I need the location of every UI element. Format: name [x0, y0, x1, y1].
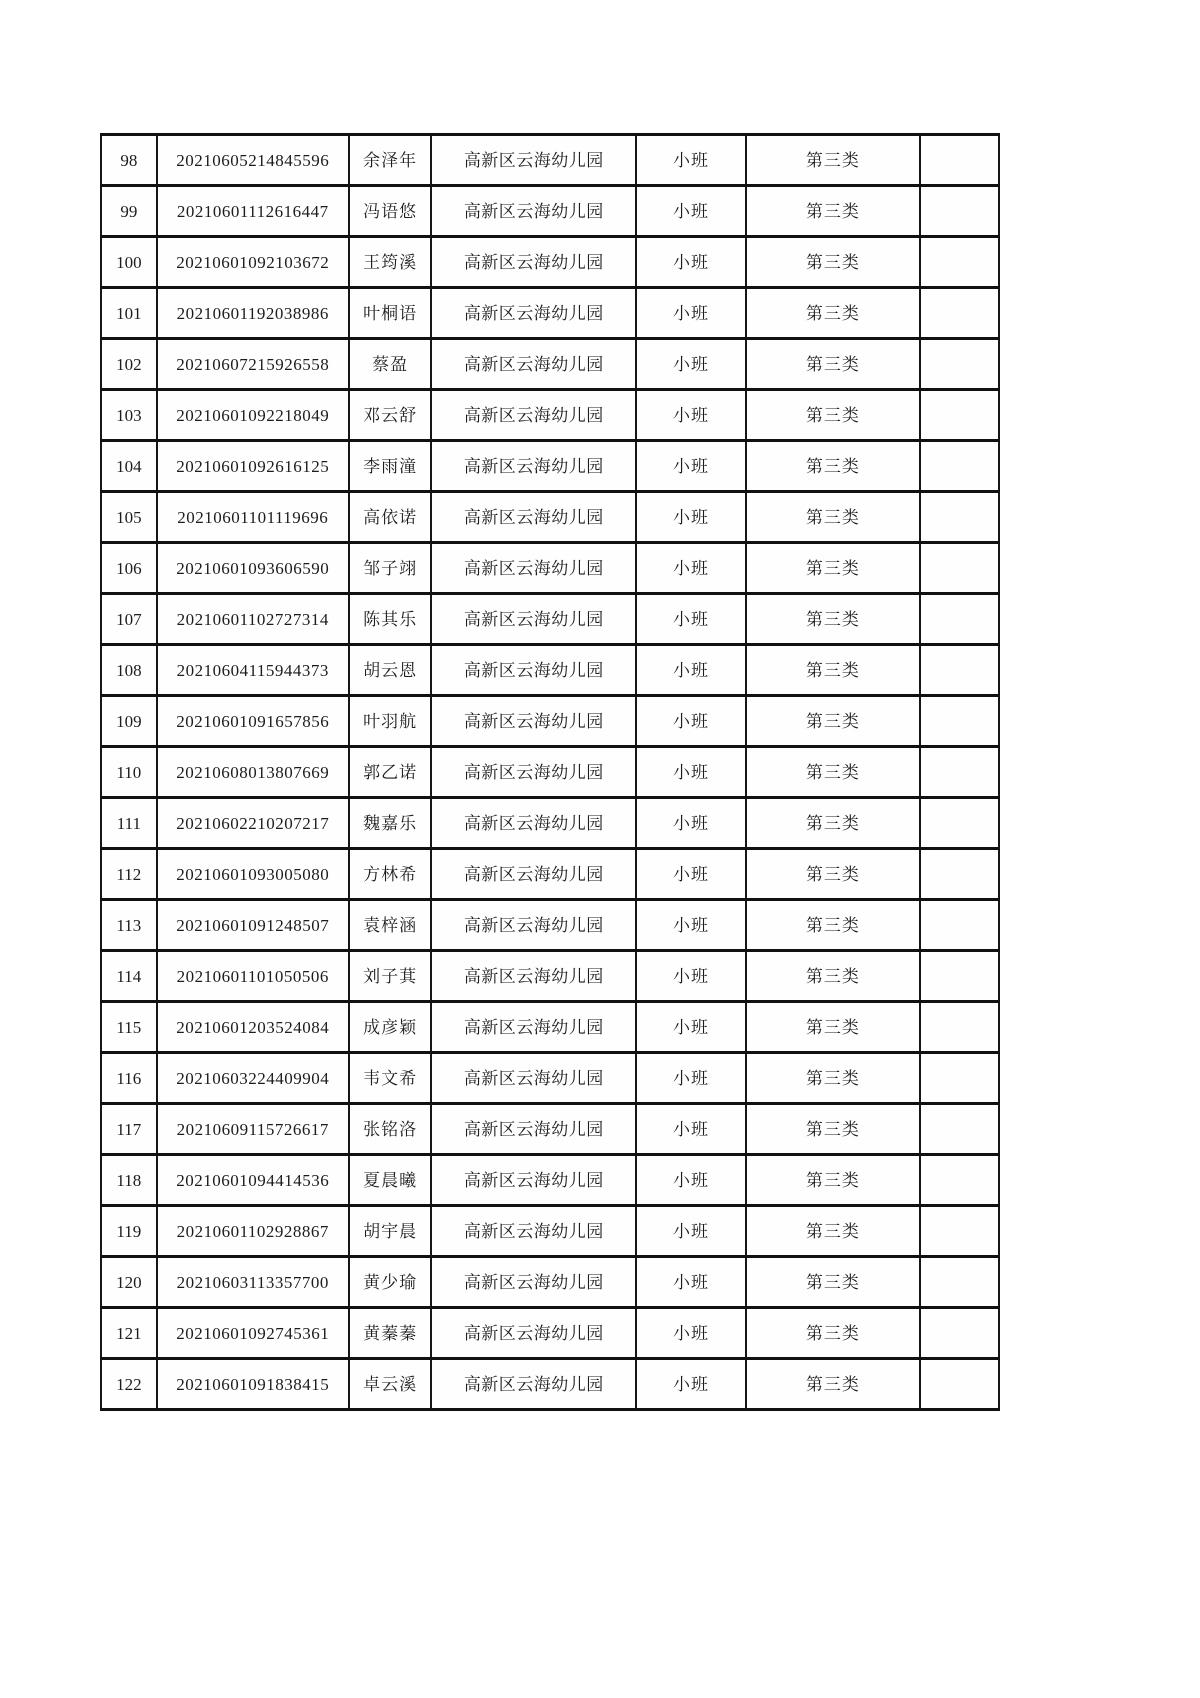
cell-class-level: 小班 [636, 849, 746, 900]
cell-kindergarten: 高新区云海幼儿园 [431, 951, 636, 1002]
cell-category: 第三类 [746, 594, 920, 645]
table-row [101, 1053, 999, 1104]
cell-note [920, 1104, 999, 1155]
cell-kindergarten: 高新区云海幼儿园 [431, 594, 636, 645]
cell-category: 第三类 [746, 1155, 920, 1206]
cell-registration-id: 20210607215926558 [157, 339, 349, 390]
cell-category: 第三类 [746, 492, 920, 543]
cell-child-name: 胡宇晨 [349, 1206, 432, 1257]
cell-kindergarten: 高新区云海幼儿园 [431, 1359, 636, 1410]
cell-class-level: 小班 [636, 441, 746, 492]
table-row [101, 1359, 999, 1410]
cell-note [920, 696, 999, 747]
cell-class-level: 小班 [636, 339, 746, 390]
cell-category: 第三类 [746, 390, 920, 441]
cell-class-level: 小班 [636, 1155, 746, 1206]
cell-row-number: 110 [101, 747, 157, 798]
cell-registration-id: 20210601192038986 [157, 288, 349, 339]
cell-row-number: 119 [101, 1206, 157, 1257]
table-body [101, 135, 999, 1410]
cell-note [920, 1257, 999, 1308]
cell-child-name: 叶羽航 [349, 696, 432, 747]
table-row [101, 849, 999, 900]
cell-category: 第三类 [746, 1104, 920, 1155]
cell-kindergarten: 高新区云海幼儿园 [431, 339, 636, 390]
cell-row-number: 102 [101, 339, 157, 390]
cell-registration-id: 20210605214845596 [157, 135, 349, 186]
cell-class-level: 小班 [636, 594, 746, 645]
cell-registration-id: 20210601112616447 [157, 186, 349, 237]
table-row [101, 237, 999, 288]
admission-roster-table [100, 133, 1000, 1411]
cell-child-name: 叶桐语 [349, 288, 432, 339]
cell-category: 第三类 [746, 951, 920, 1002]
cell-row-number: 108 [101, 645, 157, 696]
table-row [101, 543, 999, 594]
cell-registration-id: 20210601091248507 [157, 900, 349, 951]
cell-category: 第三类 [746, 696, 920, 747]
cell-kindergarten: 高新区云海幼儿园 [431, 900, 636, 951]
cell-kindergarten: 高新区云海幼儿园 [431, 1206, 636, 1257]
cell-category: 第三类 [746, 645, 920, 696]
cell-row-number: 115 [101, 1002, 157, 1053]
cell-kindergarten: 高新区云海幼儿园 [431, 390, 636, 441]
cell-note [920, 186, 999, 237]
table-row [101, 696, 999, 747]
cell-registration-id: 20210609115726617 [157, 1104, 349, 1155]
cell-registration-id: 20210601101050506 [157, 951, 349, 1002]
cell-registration-id: 20210601093005080 [157, 849, 349, 900]
cell-class-level: 小班 [636, 1053, 746, 1104]
cell-class-level: 小班 [636, 186, 746, 237]
table-row [101, 1155, 999, 1206]
table-row [101, 900, 999, 951]
table-row [101, 1308, 999, 1359]
cell-registration-id: 20210601102727314 [157, 594, 349, 645]
cell-category: 第三类 [746, 186, 920, 237]
cell-class-level: 小班 [636, 1359, 746, 1410]
cell-class-level: 小班 [636, 747, 746, 798]
cell-row-number: 101 [101, 288, 157, 339]
cell-category: 第三类 [746, 1002, 920, 1053]
cell-child-name: 黄少瑜 [349, 1257, 432, 1308]
cell-registration-id: 20210601094414536 [157, 1155, 349, 1206]
cell-child-name: 袁梓涵 [349, 900, 432, 951]
cell-category: 第三类 [746, 135, 920, 186]
cell-child-name: 成彦颖 [349, 1002, 432, 1053]
cell-category: 第三类 [746, 900, 920, 951]
cell-child-name: 方林希 [349, 849, 432, 900]
cell-row-number: 121 [101, 1308, 157, 1359]
cell-note [920, 135, 999, 186]
cell-registration-id: 20210601091838415 [157, 1359, 349, 1410]
cell-note [920, 1155, 999, 1206]
cell-note [920, 1053, 999, 1104]
cell-registration-id: 20210601092745361 [157, 1308, 349, 1359]
cell-child-name: 王筠溪 [349, 237, 432, 288]
cell-registration-id: 20210603113357700 [157, 1257, 349, 1308]
cell-child-name: 余泽年 [349, 135, 432, 186]
cell-kindergarten: 高新区云海幼儿园 [431, 237, 636, 288]
table-row [101, 747, 999, 798]
cell-class-level: 小班 [636, 1002, 746, 1053]
cell-child-name: 夏晨曦 [349, 1155, 432, 1206]
cell-kindergarten: 高新区云海幼儿园 [431, 747, 636, 798]
cell-note [920, 441, 999, 492]
cell-category: 第三类 [746, 798, 920, 849]
cell-child-name: 胡云恩 [349, 645, 432, 696]
cell-note [920, 1002, 999, 1053]
cell-row-number: 112 [101, 849, 157, 900]
cell-registration-id: 20210601091657856 [157, 696, 349, 747]
cell-registration-id: 20210603224409904 [157, 1053, 349, 1104]
cell-note [920, 645, 999, 696]
cell-row-number: 122 [101, 1359, 157, 1410]
table-row [101, 1206, 999, 1257]
table-row [101, 594, 999, 645]
cell-class-level: 小班 [636, 696, 746, 747]
cell-kindergarten: 高新区云海幼儿园 [431, 1002, 636, 1053]
cell-note [920, 594, 999, 645]
cell-child-name: 卓云溪 [349, 1359, 432, 1410]
cell-row-number: 104 [101, 441, 157, 492]
cell-kindergarten: 高新区云海幼儿园 [431, 441, 636, 492]
cell-note [920, 339, 999, 390]
cell-note [920, 1308, 999, 1359]
cell-child-name: 邓云舒 [349, 390, 432, 441]
table-row [101, 492, 999, 543]
table-row [101, 1257, 999, 1308]
cell-note [920, 390, 999, 441]
table-row [101, 645, 999, 696]
cell-kindergarten: 高新区云海幼儿园 [431, 849, 636, 900]
cell-child-name: 韦文希 [349, 1053, 432, 1104]
cell-child-name: 邹子翊 [349, 543, 432, 594]
cell-category: 第三类 [746, 1206, 920, 1257]
cell-registration-id: 20210608013807669 [157, 747, 349, 798]
cell-child-name: 郭乙诺 [349, 747, 432, 798]
cell-kindergarten: 高新区云海幼儿园 [431, 288, 636, 339]
cell-child-name: 张铭洛 [349, 1104, 432, 1155]
cell-category: 第三类 [746, 1308, 920, 1359]
cell-category: 第三类 [746, 288, 920, 339]
cell-row-number: 107 [101, 594, 157, 645]
cell-note [920, 1206, 999, 1257]
cell-child-name: 陈其乐 [349, 594, 432, 645]
cell-row-number: 109 [101, 696, 157, 747]
cell-row-number: 116 [101, 1053, 157, 1104]
cell-kindergarten: 高新区云海幼儿园 [431, 1155, 636, 1206]
cell-row-number: 98 [101, 135, 157, 186]
cell-class-level: 小班 [636, 900, 746, 951]
cell-class-level: 小班 [636, 1104, 746, 1155]
cell-child-name: 李雨潼 [349, 441, 432, 492]
cell-registration-id: 20210601101119696 [157, 492, 349, 543]
cell-class-level: 小班 [636, 1257, 746, 1308]
cell-registration-id: 20210601092616125 [157, 441, 349, 492]
cell-note [920, 747, 999, 798]
cell-kindergarten: 高新区云海幼儿园 [431, 543, 636, 594]
cell-class-level: 小班 [636, 543, 746, 594]
table-row [101, 135, 999, 186]
cell-kindergarten: 高新区云海幼儿园 [431, 798, 636, 849]
cell-class-level: 小班 [636, 645, 746, 696]
cell-kindergarten: 高新区云海幼儿园 [431, 1308, 636, 1359]
cell-class-level: 小班 [636, 135, 746, 186]
cell-kindergarten: 高新区云海幼儿园 [431, 645, 636, 696]
table-row [101, 288, 999, 339]
cell-category: 第三类 [746, 543, 920, 594]
cell-note [920, 798, 999, 849]
cell-child-name: 黄蓁蓁 [349, 1308, 432, 1359]
cell-category: 第三类 [746, 1257, 920, 1308]
cell-child-name: 冯语悠 [349, 186, 432, 237]
cell-note [920, 543, 999, 594]
cell-note [920, 492, 999, 543]
cell-row-number: 106 [101, 543, 157, 594]
cell-class-level: 小班 [636, 492, 746, 543]
cell-row-number: 120 [101, 1257, 157, 1308]
cell-class-level: 小班 [636, 1206, 746, 1257]
table-row [101, 1002, 999, 1053]
cell-registration-id: 20210601093606590 [157, 543, 349, 594]
table-row [101, 798, 999, 849]
cell-kindergarten: 高新区云海幼儿园 [431, 1104, 636, 1155]
cell-category: 第三类 [746, 1053, 920, 1104]
cell-kindergarten: 高新区云海幼儿园 [431, 1257, 636, 1308]
cell-registration-id: 20210601092103672 [157, 237, 349, 288]
cell-row-number: 100 [101, 237, 157, 288]
cell-note [920, 288, 999, 339]
cell-category: 第三类 [746, 237, 920, 288]
cell-row-number: 105 [101, 492, 157, 543]
cell-row-number: 117 [101, 1104, 157, 1155]
cell-child-name: 高依诺 [349, 492, 432, 543]
cell-registration-id: 20210601203524084 [157, 1002, 349, 1053]
cell-class-level: 小班 [636, 798, 746, 849]
cell-category: 第三类 [746, 1359, 920, 1410]
cell-registration-id: 20210602210207217 [157, 798, 349, 849]
cell-row-number: 118 [101, 1155, 157, 1206]
cell-row-number: 114 [101, 951, 157, 1002]
cell-registration-id: 20210601102928867 [157, 1206, 349, 1257]
cell-class-level: 小班 [636, 237, 746, 288]
table-row [101, 186, 999, 237]
cell-category: 第三类 [746, 441, 920, 492]
cell-child-name: 魏嘉乐 [349, 798, 432, 849]
cell-child-name: 蔡盈 [349, 339, 432, 390]
cell-row-number: 111 [101, 798, 157, 849]
cell-note [920, 900, 999, 951]
cell-note [920, 1359, 999, 1410]
cell-row-number: 113 [101, 900, 157, 951]
cell-child-name: 刘子萁 [349, 951, 432, 1002]
cell-note [920, 951, 999, 1002]
table-row [101, 390, 999, 441]
cell-kindergarten: 高新区云海幼儿园 [431, 135, 636, 186]
table-row [101, 441, 999, 492]
cell-note [920, 849, 999, 900]
cell-category: 第三类 [746, 747, 920, 798]
cell-category: 第三类 [746, 339, 920, 390]
cell-class-level: 小班 [636, 951, 746, 1002]
cell-kindergarten: 高新区云海幼儿园 [431, 1053, 636, 1104]
cell-category: 第三类 [746, 849, 920, 900]
cell-class-level: 小班 [636, 390, 746, 441]
cell-row-number: 103 [101, 390, 157, 441]
cell-class-level: 小班 [636, 288, 746, 339]
table-row [101, 951, 999, 1002]
cell-row-number: 99 [101, 186, 157, 237]
cell-class-level: 小班 [636, 1308, 746, 1359]
cell-kindergarten: 高新区云海幼儿园 [431, 492, 636, 543]
cell-registration-id: 20210601092218049 [157, 390, 349, 441]
cell-note [920, 237, 999, 288]
table-row [101, 1104, 999, 1155]
cell-registration-id: 20210604115944373 [157, 645, 349, 696]
cell-kindergarten: 高新区云海幼儿园 [431, 696, 636, 747]
cell-kindergarten: 高新区云海幼儿园 [431, 186, 636, 237]
table-row [101, 339, 999, 390]
